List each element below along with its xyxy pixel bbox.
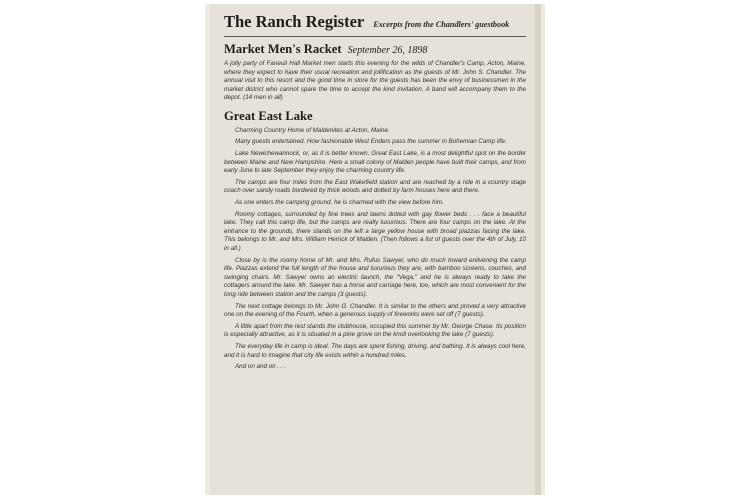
lake-paragraph: A little apart from the rest stands the clubhouse, occupied this summer by Mr. George Chase. Its position is especially attractive, as it is situated in a pine grove on the knoll overlooking the lake (7 guests).: [224, 322, 526, 339]
masthead: [224, 12, 526, 32]
lake-paragraph: Many guests entertained. How fashionable West Enders pass the summer in Bohemian Camp life.: [235, 138, 507, 146]
title-rule: [224, 36, 526, 37]
lake-paragraph: As one enters the camping ground, he is charmed with the view before him.: [235, 199, 444, 207]
lake-paragraph: Lake Newichewannock, or, as it is better known, Great East Lake, is a most delightful spot on the border between Maine and New Hampshire. Here a small colony of Malden people have built their camps, and from early June to late September they enjoy the charming country life.: [224, 150, 526, 175]
market-men-paragraph: A jolly party of Faneuil Hall Market men starts this evening for the wilds of Chandler's Camp, Acton, Maine, where they expect to have their usual recreation and jollification as the guests of Mr. John S. Chandler. The annual visit to this resort and the good time in store for the guests has been the envy of businessmen in the market district who cannot spare the time to accept the kind invitation. A band will accompany them to the depot. (14 men in all): [224, 60, 526, 101]
lake-paragraph: The everyday life in camp is ideal. The days are spent fishing, driving, and bathing. It is always cool here, and it is hard to imagine that city life exists within a hundred miles.: [224, 343, 526, 359]
great-east-lake-subheading: Charming Country Home of Maldenites at Acton, Maine.: [235, 126, 390, 134]
closing-line: And on and on . . .: [235, 363, 287, 371]
lake-paragraph: Roomy cottages, surrounded by fine trees and lawns dotted with gay flower beds . . . face a beautiful lake. They call this camp life, but the camps are really luxurious. There are four camps on the lake. At the entrance to the grounds, there stands on the left a large yellow house with broad piazzas facing the lake. This belongs to Mr. and Mrs. William Herrick of Malden. (Then follows a list of guests over the 4th of July, 10 in all.): [224, 210, 526, 252]
page-edge: [535, 4, 541, 495]
section-date: September 26, 1898: [347, 45, 428, 56]
section-heading-text: Great East Lake: [224, 108, 313, 123]
lake-paragraph: The next cottage belongs to Mr. John G. Chandler. It is similar to the others and proved a very attractive one on the evening of the Fourth, when a generous supply of fireworks were set off (7 guests).: [224, 302, 526, 319]
section-heading-market-men: [224, 42, 526, 57]
page-subtitle: Excerpts from the Chandlers' guestbook: [373, 20, 510, 29]
section-heading-text: Market Men's Racket: [224, 42, 342, 56]
page-title: The Ranch Register: [224, 12, 365, 31]
lake-paragraph: The camps are four miles from the East Wakefield station and are reached by a ride in a country stage coach over sandy roads bordered by thick woods and dotted by farm houses here and there.: [224, 178, 526, 195]
lake-paragraph: Close by is the roomy home of Mr. and Mrs. Rufus Sawyer, who do much toward enlivening the camp life. Piazzas extend the full length of the house and luxurious they are, with bamboo screens, couches, and swinging chairs. Mr. Sawyer owns an electric launch, the "Vega," and he is always ready to take the cottagers around the lake. Mr. Sawyer has a horse and carriage here, too, which are most convenient for the long ride between station and the camps (3 guests).: [224, 256, 526, 298]
section-heading-great-east-lake: [224, 109, 526, 124]
guestbook-page: [210, 4, 540, 495]
